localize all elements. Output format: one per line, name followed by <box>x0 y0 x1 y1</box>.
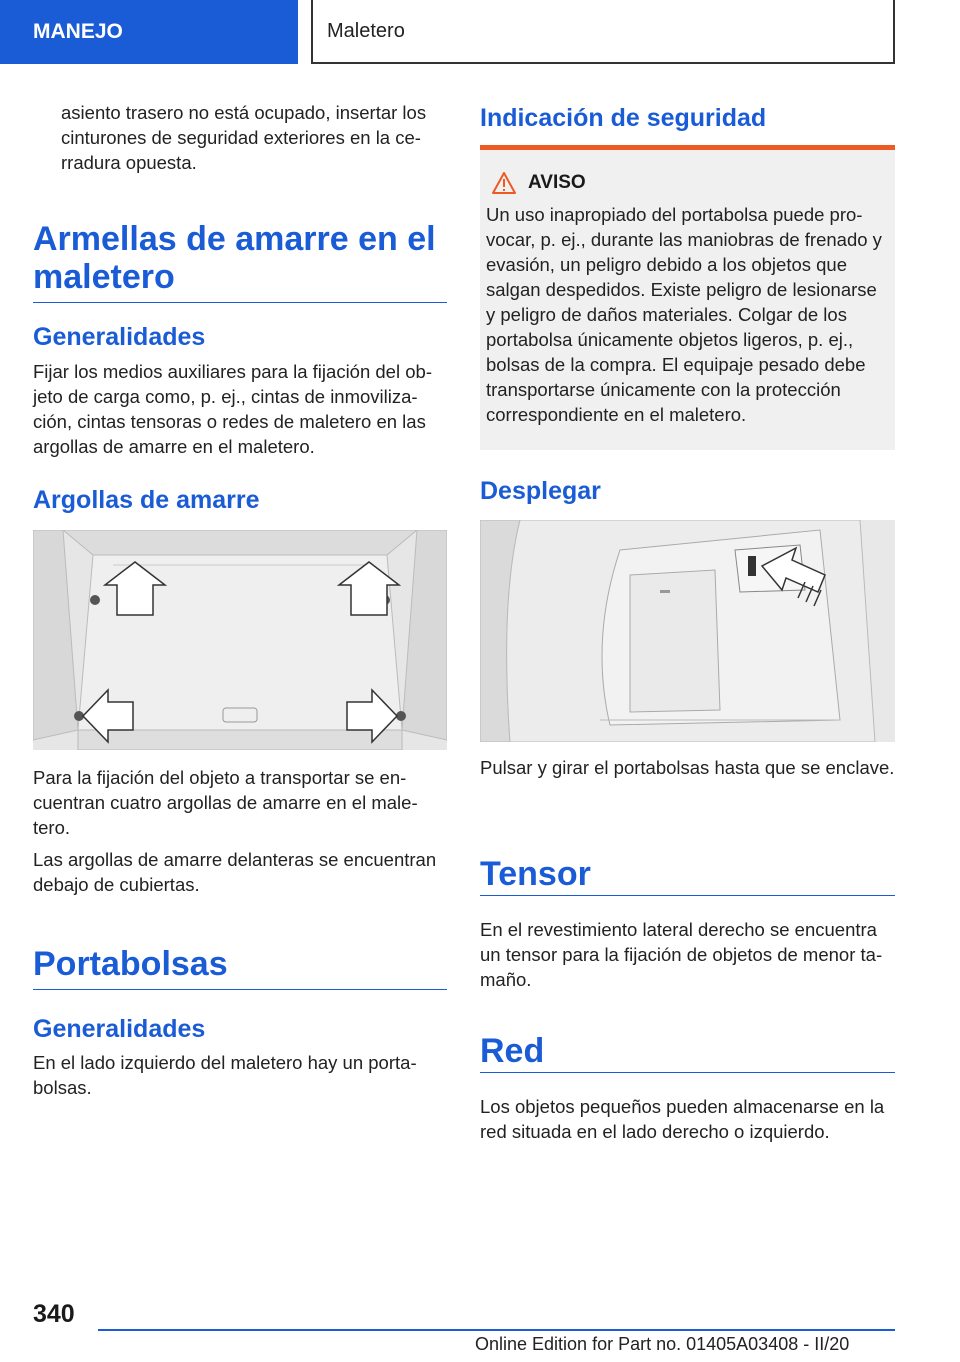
bag-hook-figure <box>480 520 895 742</box>
heading-argollas: Argollas de amarre <box>33 486 260 514</box>
header-chapter-box <box>311 0 895 64</box>
warning-triangle-icon <box>492 172 516 194</box>
header-section-tab <box>0 0 298 64</box>
trunk-floor-illustration <box>33 530 447 750</box>
trunk-floor-figure <box>33 530 447 750</box>
heading-indicacion-seguridad: Indicación de seguridad <box>480 104 767 132</box>
warning-title: AVISO <box>528 172 586 193</box>
footer-rule <box>98 1329 895 1331</box>
bag-hook-illustration <box>480 520 895 742</box>
heading-generalidades-2: Generalidades <box>33 1015 206 1043</box>
heading-desplegar: Desplegar <box>480 477 601 505</box>
paragraph-red: Los objetos pequeños pueden almacenarse en la red situada en el lado derecho o izquierdo. <box>480 1096 885 1142</box>
footer-edition: Online Edition for Part no. 01405A03408 - II/20 <box>475 1334 850 1354</box>
chapter-title: Maletero <box>327 19 405 42</box>
section-title: MANEJO <box>33 20 123 43</box>
heading-red: Red <box>480 1032 895 1073</box>
paragraph-tensor: En el revestimiento lateral derecho se encuentra un tensor para la fijación de objetos de menor tamaño. <box>480 919 883 990</box>
paragraph-generalidades-2: En el lado izquierdo del maletero hay un portabolsas. <box>33 1052 417 1098</box>
heading-generalidades-1: Generalidades <box>33 323 206 351</box>
warning-box <box>480 145 895 450</box>
warning-header <box>486 172 889 194</box>
paragraph-argollas-1: Para la fijación del objeto a transportar se encuentran cuatro argollas de amarre en el maletero. <box>33 767 418 838</box>
intro-paragraph: asiento trasero no está ocupado, insertar los cinturones de seguridad exteriores en la cerradura opuesta. <box>61 102 427 173</box>
page-number: 340 <box>33 1300 75 1328</box>
paragraph-generalidades-1: Fijar los medios auxiliares para la fijación del objeto de carga como, p. ej., cintas de inmovilización, cintas tensoras o redes de maletero en las argollas de amarre en el maletero. <box>33 361 432 457</box>
paragraph-desplegar: Pulsar y girar el portabolsas hasta que se enclave. <box>480 757 895 778</box>
heading-armellas: Armellas de amarre en el maletero <box>33 220 447 303</box>
heading-portabolsas: Portabolsas <box>33 945 447 990</box>
paragraph-argollas-2: Las argollas de amarre delanteras se encuentran debajo de cubiertas. <box>33 849 437 895</box>
warning-text: Un uso inapropiado del portabolsa puede provocar, p. ej., durante las maniobras de frenado y evasión, un peligro debido a los objetos que salgan despedidos. Existe peligro de lesionarse y peligro de daños materiales. Colgar de los portabolsa únicamente objetos ligeros, p. ej., bolsas de la compra. El equipaje pesado debe transportarse únicamente con la protección correspondiente en el maletero. <box>486 204 882 425</box>
heading-tensor: Tensor <box>480 855 895 896</box>
